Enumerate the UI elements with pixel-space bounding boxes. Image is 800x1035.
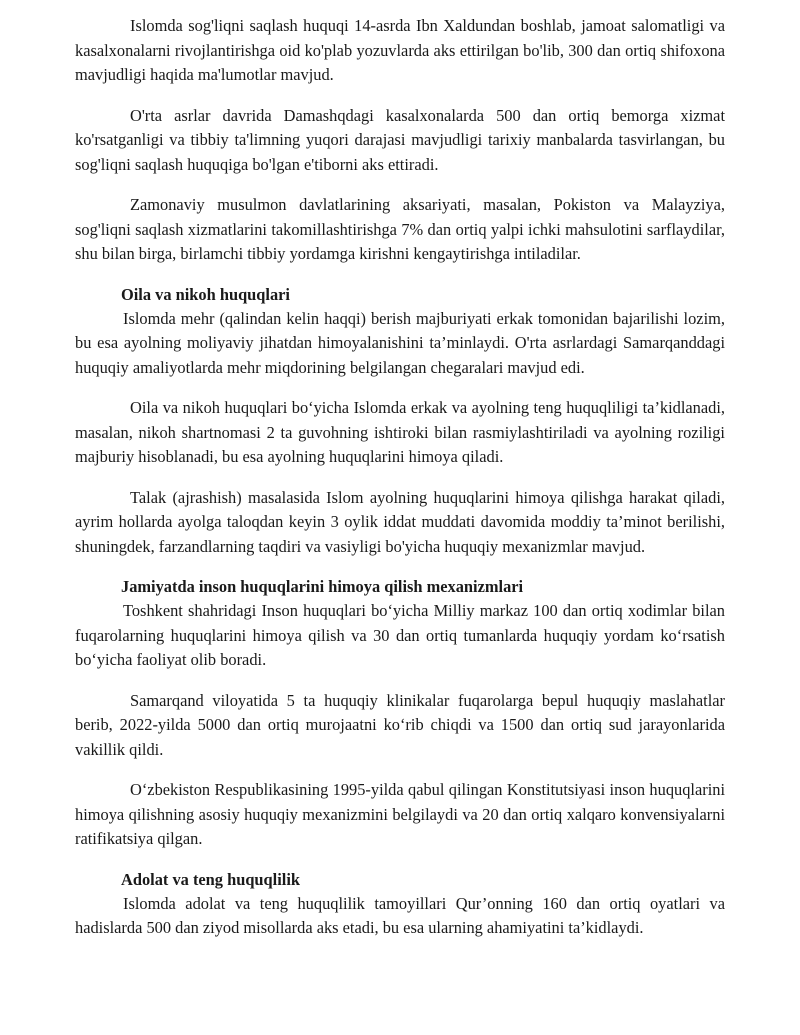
paragraph-damascus-hospitals: O'rta asrlar davrida Damashqdagi kasalxonalarda 500 dan ortiq bemorga xizmat ko'rsatganligi va tibbiy ta'limning yuqori darajasi mavjudligi tarixiy manbalarda tasvirlangan, bu sog'liqni saqlash huquqiga bo'lgan e'tiborni aks ettiradi. xyxy=(75,105,725,174)
paragraph-marriage-equality: Oila va nikoh huquqlari bo‘yicha Islomda erkak va ayolning teng huquqliligi ta’kidlanadi, masalan, nikoh shartnomasi 2 ta guvohning ishtiroki bilan rasmiylashtiriladi va ayolning roziligi majburiy hisoblanadi, bu esa ayolning huquqlarini himoya qiladi. xyxy=(75,398,725,466)
paragraph-divorce: Talak (ajrashish) masalasida Islom ayolning huquqlarini himoya qilishga harakat qiladi, ayrim hollarda ayolga taloqdan keyin 3 oylik iddat muddati davomida moddiy ta’minot berilishi, shuningdek, farzandlarning taqdiri va vasiyligi bo'yicha huquqiy mexanizmlar mavjud. xyxy=(75,487,725,556)
paragraph-constitution: O‘zbekiston Respublikasining 1995-yilda qabul qilingan Konstitutsiyasi inson huquqlarini himoya qilishning asosiy huquqiy mexanizmini belgilaydi va 20 dan ortiq xalqaro konvensiyalarni ratifikatsiya qilgan. xyxy=(75,780,725,848)
paragraph-tashkent-center: Toshkent shahridagi Inson huquqlari bo‘yicha Milliy markaz 100 dan ortiq xodimlar bilan fuqarolarning huquqlarini himoya qilish va 30 dan ortiq tumanlarda huquqiy yordam ko‘rsatish bo‘yicha faoliyat olib boradi. xyxy=(75,601,725,669)
paragraph-mahr: Islomda mehr (qalindan kelin haqqi) berish majburiyati erkak tomonidan bajarilishi lozim, bu esa ayolning moliyaviy jihatdan himoyalanishini ta’minlaydi. O'rta asrlardagi Samarqanddagi huquqiy amaliyotlarda mehr miqdorining belgilangan chegaralari mavjud edi. xyxy=(75,308,725,377)
paragraph-samarkand-clinics: Samarqand viloyatida 5 ta huquqiy klinikalar fuqarolarga bepul huquqiy maslahatlar berib, 2022-yilda 5000 dan ortiq murojaatni ko‘rib chiqdi va 1500 dan ortiq sud jarayonlarida vakillik qildi. xyxy=(75,690,725,759)
heading-family-marriage: Oila va nikoh huquqlari xyxy=(121,284,290,304)
paragraph-modern-states: Zamonaviy musulmon davlatlarining aksariyati, masalan, Pokiston va Malayziya, sog'liqni saqlash xizmatlarini takomillashtirishga 7% dan ortiq yalpi ichki mahsulotini sarflaydilar, shu bilan birga, birlamchi tibbiy yordamga kirishni kengaytirishga intiladilar. xyxy=(75,195,725,263)
paragraph-quran-justice: Islomda adolat va teng huquqlilik tamoyillari Qur’onning 160 dan ortiq oyatlari va hadislarda 500 dan ziyod misollarda aks etadi, bu esa ularning ahamiyatini ta’kidlaydi. xyxy=(75,893,725,937)
document-page xyxy=(75,14,725,957)
heading-justice-equality: Adolat va teng huquqlilik xyxy=(121,869,300,889)
heading-human-rights-mechanisms: Jamiyatda inson huquqlarini himoya qilish mexanizmlari xyxy=(121,577,524,596)
paragraph-health-history: Islomda sog'liqni saqlash huquqi 14-asrda Ibn Xaldundan boshlab, jamoat salomatligi va kasalxonalarni rivojlantirishga oid ko'plab yozuvlarda aks ettirilgan bo'lib, 300 dan ortiq shifoxona mavjudligi haqida ma'lumotlar mavjud. xyxy=(75,16,725,84)
